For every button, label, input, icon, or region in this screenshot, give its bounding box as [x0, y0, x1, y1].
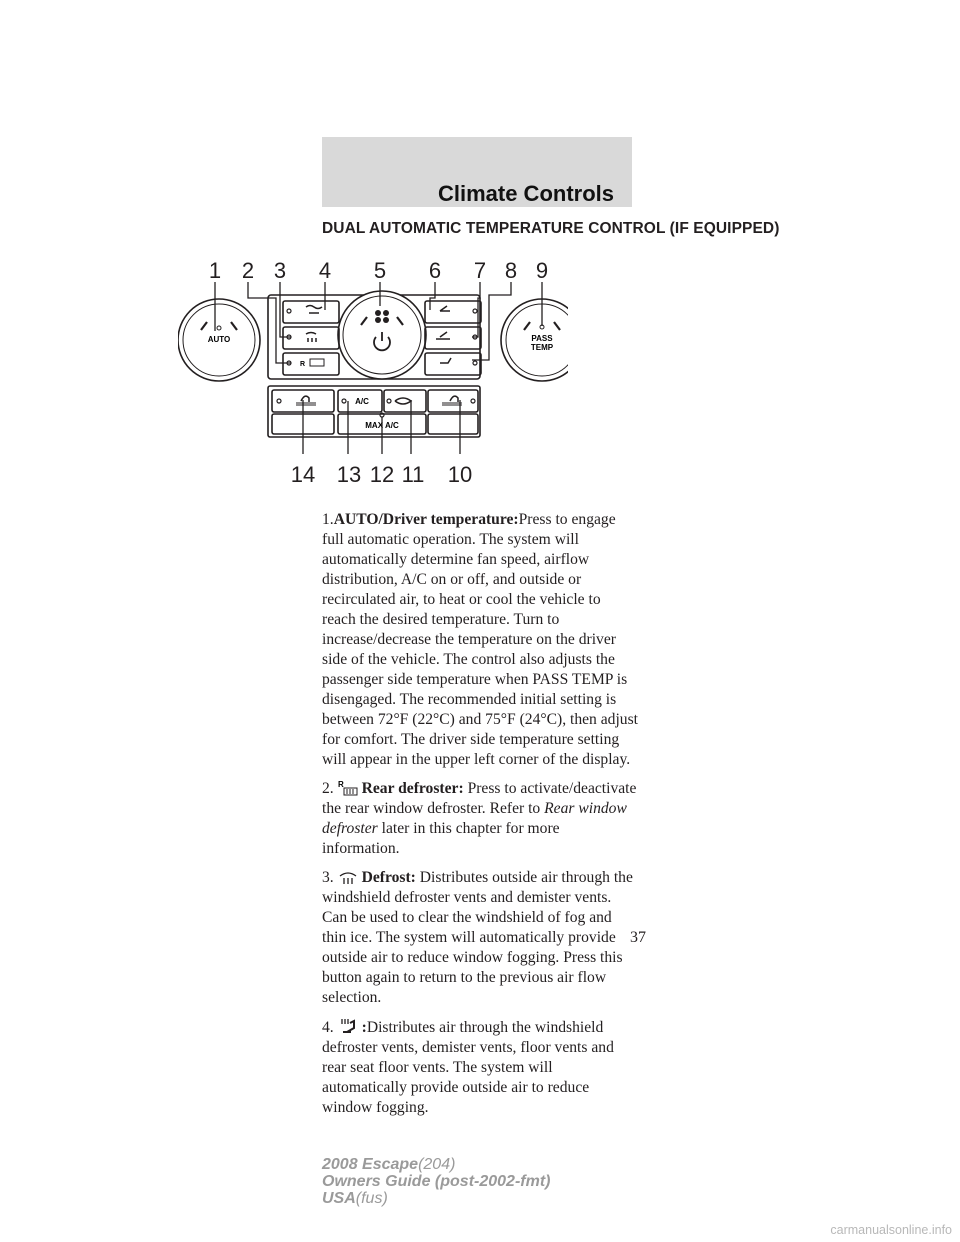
rear-r-label: R — [300, 361, 306, 368]
temp-label: TEMP — [530, 343, 554, 352]
callout-4: 4 — [318, 258, 332, 283]
item-2 — [322, 779, 638, 859]
header-band — [322, 137, 632, 207]
watermark: carmanualsonline.info — [830, 1223, 952, 1237]
item-term: Defrost: — [361, 869, 416, 886]
callout-13: 13 — [336, 462, 362, 487]
defrost-icon — [338, 871, 358, 885]
callout-14: 14 — [290, 462, 316, 487]
footer-line-3 — [322, 1190, 550, 1207]
defrost-floor-icon — [338, 1017, 358, 1035]
callout-2: 2 — [241, 258, 255, 283]
footer-market-code: (fus) — [355, 1190, 388, 1207]
item-text: Press to engage full automatic operation. The system will automatically determine fan speed, airflow distribution, A/C on or off, and outside or recirculated air, to heat or cool the vehicle to reach the desired temperature. Turn to increase/decrease the temperature on the driver side of the vehicle. The control also adjusts the passenger side temperature when PASS TEMP is disengaged. The recommended initial setting is between 72°F (22°C) and 75°F (24°C), then adjust for comfort. The driver side temperature setting will appear in the upper left corner of the display. — [322, 511, 638, 768]
item-text: Distributes air through the windshield defroster vents, demister vents, floor vents and rear seat floor vents. The system will automatically provide outside air to reduce window fogging. — [322, 1019, 614, 1116]
footer-line-1 — [322, 1156, 550, 1173]
footer-line-2: Owners Guide (post-2002-fmt) — [322, 1173, 551, 1190]
callout-9: 9 — [535, 258, 549, 283]
section-title: Climate Controls — [437, 181, 614, 206]
rear-defroster-icon — [338, 780, 358, 796]
footer-model-code: (204) — [418, 1156, 456, 1173]
item-text: Press to activate/deactivate the rear window defroster. Refer to — [322, 780, 637, 817]
item-reference: Rear window defroster — [322, 800, 627, 837]
item-number: 1. — [322, 511, 334, 528]
body-text — [322, 510, 638, 1127]
footer-model: 2008 Escape — [322, 1156, 419, 1173]
callout-3: 3 — [273, 258, 287, 283]
section-heading: DUAL AUTOMATIC TEMPERATURE CONTROL (IF EQUIPPED) — [322, 220, 780, 237]
pass-label: PASS — [531, 334, 553, 343]
item-term: Rear defroster: — [361, 780, 464, 797]
footer-market: USA — [322, 1190, 356, 1207]
callout-7: 7 — [473, 258, 487, 283]
ac-label: A/C — [355, 397, 369, 406]
item-1 — [322, 510, 638, 770]
callout-1: 1 — [208, 258, 222, 283]
item-number: 3. — [322, 869, 334, 886]
svg-text:R: R — [337, 780, 344, 789]
auto-label: AUTO — [207, 335, 231, 344]
climate-control-diagram — [178, 250, 568, 490]
page-number: 37 — [630, 929, 646, 946]
item-term: AUTO/Driver temperature: — [333, 511, 519, 528]
item-number: 2. — [322, 780, 334, 797]
max-ac-label: MAX A/C — [365, 421, 399, 430]
callout-10: 10 — [447, 462, 473, 487]
item-text-after: later in this chapter for more information. — [322, 820, 560, 857]
footer — [322, 1156, 550, 1207]
item-3 — [322, 868, 638, 1008]
callout-12: 12 — [369, 462, 395, 487]
callout-5: 5 — [373, 258, 387, 283]
item-term: : — [361, 1019, 367, 1036]
item-text: Distributes outside air through the windshield defroster vents and demister vents. Can be used to clear the windshield of fog and thin ice. The system will automatically provide outside air to reduce window fogging. Press this button again to return to the previous air flow selection. — [322, 869, 633, 1006]
item-number: 4. — [322, 1019, 334, 1036]
callout-6: 6 — [428, 258, 442, 283]
item-4 — [322, 1017, 638, 1118]
callout-8: 8 — [504, 258, 518, 283]
callout-11: 11 — [401, 462, 425, 487]
